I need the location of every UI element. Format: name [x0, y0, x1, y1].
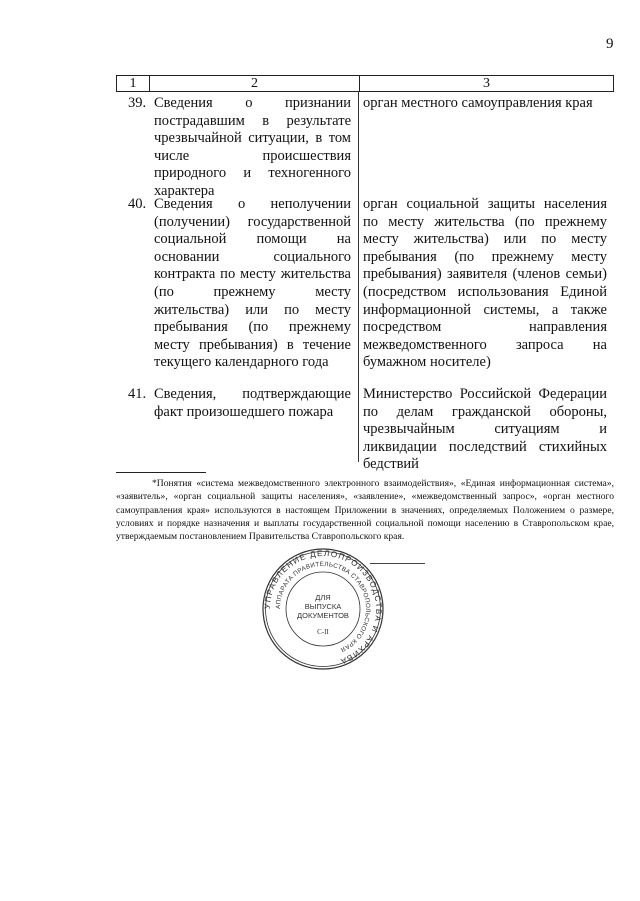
row-info-name: Сведения о неполучении (получении) государственной социальной помощи на основании социального контракта по месту жительства (по прежнему месту жительства) или по месту пребывания (по прежнему месту пребывания) в течение текущего календарного года: [154, 196, 351, 371]
column-divider: [358, 92, 359, 462]
row-info-name: Сведения, подтверждающие факт произошедшего пожара: [154, 386, 351, 420]
seal-center-line3: ДОКУМЕНТОВ: [297, 611, 349, 620]
seal-code: С-II: [317, 628, 329, 636]
table-header-col3: 3: [483, 76, 490, 91]
official-seal: [262, 548, 384, 670]
row-source-organ: Министерство Российской Федерации по делам гражданской обороны, чрезвычайным ситуациям и ликвидации последствий стихийных бедствий: [363, 386, 607, 473]
row-number: 39.: [128, 95, 147, 111]
row-source-organ: орган социальной защиты населения по месту жительства (по прежнему месту жительства) или по месту пребывания (по прежнему месту пребывания) заявителя (членов семьи) (посредством использования Единой информационной системы, а также посредством направления межведомственного запроса на бумажном носителе): [363, 196, 607, 371]
row-number: 41.: [128, 386, 147, 402]
table-header-col1: 1: [117, 76, 150, 91]
footnote-separator: [116, 472, 206, 473]
row-info-name: Сведения о признании пострадавшим в результате чрезвычайной ситуации, в том числе происшествия природного и техногенного характера: [154, 95, 351, 199]
page-number: 9: [606, 36, 614, 52]
seal-center-line2: ВЫПУСКА: [304, 602, 342, 611]
row-source-organ: орган местного самоуправления края: [363, 95, 593, 111]
seal-inner-text: АППАРАТА ПРАВИТЕЛЬСТВА СТАВРОПОЛЬСКОГО КРАЯ: [274, 560, 372, 654]
seal-outer-text: УПРАВЛЕНИЕ ДЕЛОПРОИЗВОДСТВА И АРХИВА: [262, 548, 384, 667]
table-header-row: [116, 75, 614, 92]
table-header-col2: 2: [150, 76, 360, 91]
row-number: 40.: [128, 196, 147, 212]
seal-center-line1: ДЛЯ: [315, 593, 331, 602]
footnote: *Понятия «система межведомственного электронного взаимодействия», «Единая информационная система», «заявитель», «орган социальной защиты населения», «заявление», «межведомственный запрос», «орган местного самоуправления края» используются в настоящем Приложении в значениях, определяемых Положением о размере, условиях и порядке назначения и выплаты государственной социальной помощи населению в Ставропольском крае, утверждаемым постановлением Правительства Ставропольского края.: [116, 478, 614, 543]
